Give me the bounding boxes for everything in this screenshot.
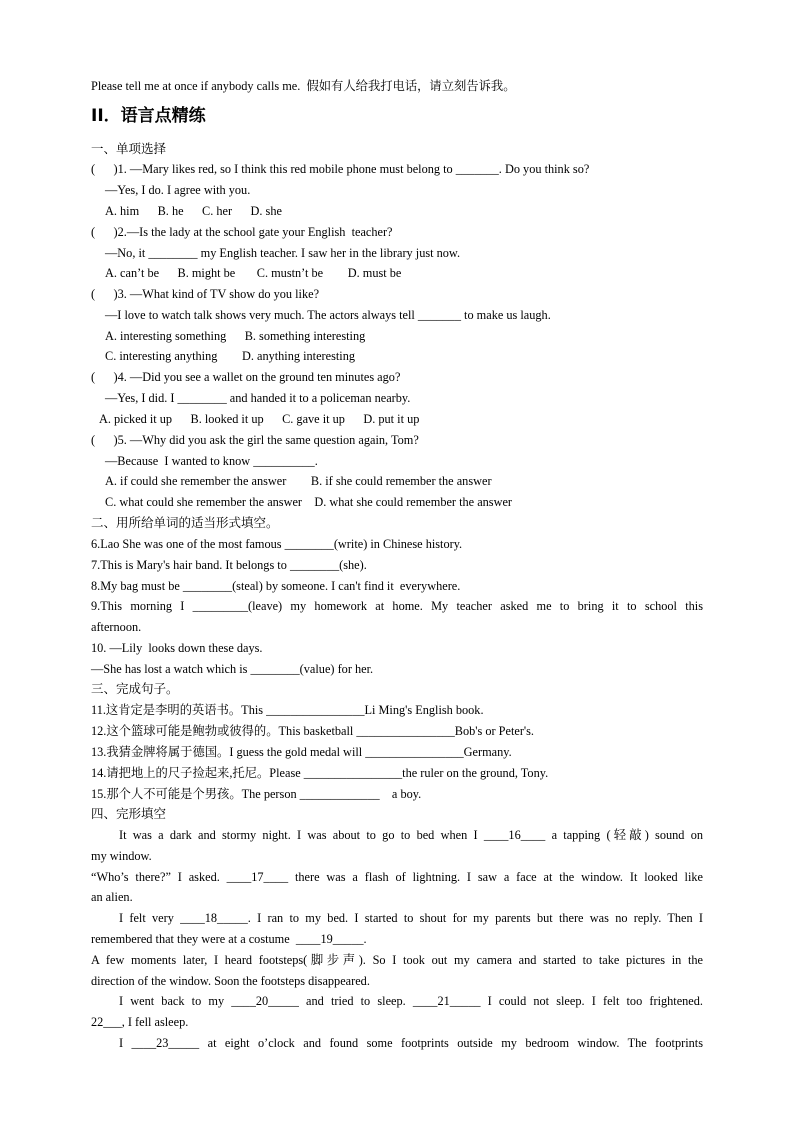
question-3-options-cd: C. interesting anything D. anything interesting [105,349,356,363]
question-5-reply: —Because I wanted to know __________. [105,454,318,468]
fill-item-8: 8.My bag must be ________(steal) by someone. I can't find it everywhere. [91,579,461,593]
sentence-item-15: 15.那个人不可能是个男孩。The person _____________ a boy. [91,787,422,801]
sentence-item-11: 11.这肯定是李明的英语书。This ________________Li Ming's English book. [91,703,484,717]
question-1: ( )1. —Mary likes red, so I think this red mobile phone must belong to _______. Do you think so? [91,162,590,176]
fill-item-9-line2: afternoon. [91,620,142,634]
intro-sentence: Please tell me at once if anybody calls me. 假如有人给我打电话，请立刻告诉我。 [91,79,516,93]
cloze-paragraph-4-line1: A few moments later, I heard footsteps(脚步声). So I took out my camera and started to take pictures in the [91,953,703,967]
cloze-paragraph-2-line2: an alien. [91,890,133,904]
section-title-fill-in: 二、用所给单词的适当形式填空。 [91,515,279,530]
fill-item-10-line1: 10. —Lily looks down these days. [91,641,263,655]
fill-item-7: 7.This is Mary's hair band. It belongs to ________(she). [91,558,367,572]
question-4: ( )4. —Did you see a wallet on the ground ten minutes ago? [91,370,401,384]
question-1-reply: —Yes, I do. I agree with you. [105,183,251,197]
question-2-reply: —No, it ________ my English teacher. I saw her in the library just now. [105,246,461,260]
question-2: ( )2.—Is the lady at the school gate your English teacher? [91,225,393,239]
question-3-options-ab: A. interesting something B. something interesting [105,329,366,343]
cloze-paragraph-5-line2: 22___, I fell asleep. [91,1015,189,1029]
question-4-options: A. picked it up B. looked it up C. gave it up D. put it up [99,412,420,426]
cloze-paragraph-2-line1: “Who’s there?” I asked. ____17____ there was a flash of lightning. I saw a face at the window. It looked like [91,870,703,884]
cloze-paragraph-4-line2: direction of the window. Soon the footsteps disappeared. [91,974,370,988]
section-title-complete-sentences: 三、完成句子。 [91,681,179,696]
fill-item-9-line1: 9.This morning I _________(leave) my homework at home. My teacher asked me to bring it to school this [91,599,703,613]
question-5-options-ab: A. if could she remember the answer B. if she could remember the answer [105,474,492,488]
sentence-item-13: 13.我猜金牌将属于德国。I guess the gold medal will ________________Germany. [91,745,512,759]
sentence-item-14: 14.请把地上的尺子捡起来,托尼。Please ________________the ruler on the ground, Tony. [91,766,549,780]
fill-item-10-line2: —She has lost a watch which is ________(value) for her. [91,662,374,676]
question-5-options-cd: C. what could she remember the answer D. what she could remember the answer [105,495,513,509]
question-1-options: A. him B. he C. her D. she [105,204,282,218]
cloze-paragraph-5-line1: I went back to my ____20_____ and tried to sleep. ____21_____ I could not sleep. I felt too frightened. [119,994,703,1008]
fill-item-6: 6.Lao She was one of the most famous ________(write) in Chinese history. [91,537,463,551]
question-4-reply: —Yes, I did. I ________ and handed it to a policeman nearby. [105,391,411,405]
cloze-paragraph-3-line1: I felt very ____18_____. I ran to my bed. I started to shout for my parents but there was no reply. Then I [119,911,703,925]
question-2-options: A. can’t be B. might be C. mustn’t be D. must be [105,266,402,280]
section-title-cloze: 四、完形填空 [91,806,167,821]
cloze-paragraph-6-line1: I ____23_____ at eight o’clock and found some footprints outside my bedroom window. The footprints [119,1036,703,1050]
sentence-item-12: 12.这个篮球可能是鲍勃或彼得的。This basketball ________________Bob's or Peter's. [91,724,535,738]
question-3: ( )3. —What kind of TV show do you like? [91,287,320,301]
question-5: ( )5. —Why did you ask the girl the same question again, Tom? [91,433,419,447]
cloze-paragraph-1-line1: It was a dark and stormy night. I was about to go to bed when I ____16____ a tapping (轻敲) sound on [119,828,703,842]
question-3-reply: —I love to watch talk shows very much. The actors always tell _______ to make us laugh. [105,308,551,322]
cloze-paragraph-3-line2: remembered that they were at a costume ____19_____. [91,932,367,946]
part-title: II．语言点精练 [91,106,206,126]
section-title-multiple-choice: 一、单项选择 [91,141,167,156]
cloze-paragraph-1-line2: my window. [91,849,152,863]
